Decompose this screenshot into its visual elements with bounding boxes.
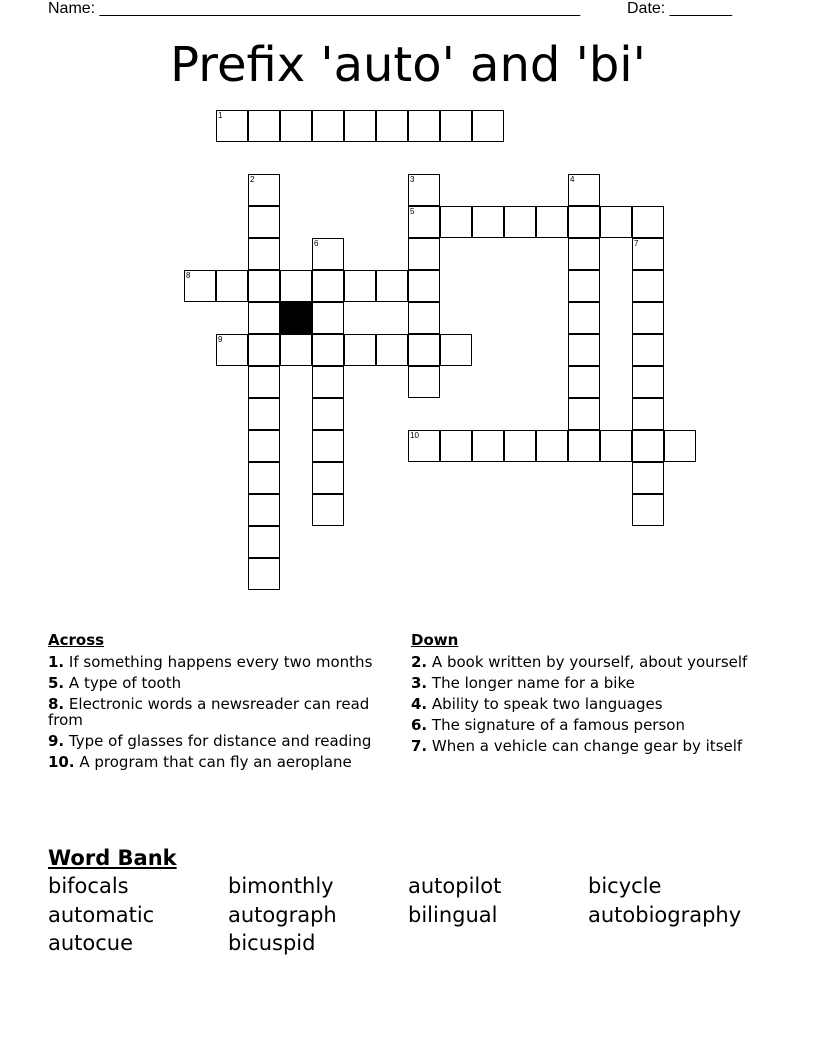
- down-heading: Down: [411, 631, 459, 649]
- grid-cell[interactable]: [344, 110, 376, 142]
- clue-number: 2.: [411, 653, 428, 671]
- clue: [48, 754, 388, 770]
- grid-cell[interactable]: [312, 334, 344, 366]
- clue-text: A type of tooth: [68, 674, 182, 692]
- grid-cell[interactable]: [504, 430, 536, 462]
- grid-cell[interactable]: [248, 366, 280, 398]
- clue: [48, 654, 388, 670]
- across-heading: Across: [48, 631, 105, 649]
- grid-cell[interactable]: [632, 238, 664, 270]
- grid-cell[interactable]: [440, 334, 472, 366]
- word-bank-word: automatic: [48, 903, 155, 927]
- clue-number: 6.: [411, 716, 428, 734]
- grid-cell[interactable]: [472, 430, 504, 462]
- grid-cell[interactable]: [568, 174, 600, 206]
- grid-cell[interactable]: [664, 430, 696, 462]
- clue-number: 7.: [411, 737, 428, 755]
- grid-cell[interactable]: [440, 430, 472, 462]
- grid-cell[interactable]: [440, 206, 472, 238]
- grid-cell[interactable]: [248, 174, 280, 206]
- grid-cell[interactable]: [632, 398, 664, 430]
- grid-cell[interactable]: [408, 366, 440, 398]
- grid-cell[interactable]: [344, 334, 376, 366]
- grid-cell[interactable]: [408, 174, 440, 206]
- clue-number: 5.: [48, 674, 65, 692]
- grid-cell[interactable]: [632, 462, 664, 494]
- grid-cell[interactable]: [376, 334, 408, 366]
- grid-cell[interactable]: [536, 206, 568, 238]
- grid-cell[interactable]: [376, 270, 408, 302]
- grid-cell[interactable]: [408, 238, 440, 270]
- grid-cell[interactable]: [600, 430, 632, 462]
- grid-cell[interactable]: [568, 430, 600, 462]
- grid-cell[interactable]: [408, 110, 440, 142]
- grid-cell[interactable]: [600, 206, 632, 238]
- grid-cell[interactable]: [536, 430, 568, 462]
- name-label: Name:: [48, 0, 96, 17]
- word-bank-word: autobiography: [588, 903, 742, 927]
- grid-cell[interactable]: [280, 110, 312, 142]
- word-bank-word: bicuspid: [228, 931, 316, 955]
- grid-cell[interactable]: [632, 270, 664, 302]
- grid-cell[interactable]: [632, 430, 664, 462]
- grid-cell[interactable]: [248, 462, 280, 494]
- cell-number: 9: [218, 335, 223, 344]
- word-bank-word: bicycle: [588, 874, 662, 898]
- clue: [48, 696, 388, 728]
- word-bank-word: autopilot: [408, 874, 502, 898]
- grid-cell[interactable]: [312, 302, 344, 334]
- grid-cell[interactable]: [312, 110, 344, 142]
- name-blank: ______________________________________________________: [99, 0, 581, 17]
- date-blank: _______: [669, 0, 732, 17]
- clue-text: If something happens every two months: [68, 653, 373, 671]
- cell-number: 5: [410, 207, 415, 216]
- across-clue-list: [48, 654, 388, 770]
- grid-cell[interactable]: [312, 238, 344, 270]
- clue: [411, 696, 751, 712]
- cell-number: 4: [570, 175, 575, 184]
- grid-cell[interactable]: [312, 366, 344, 398]
- grid-cell[interactable]: [248, 558, 280, 590]
- clue-text: The signature of a famous person: [431, 716, 685, 734]
- grid-cell[interactable]: [408, 302, 440, 334]
- grid-cell[interactable]: [568, 302, 600, 334]
- grid-cell[interactable]: [504, 206, 536, 238]
- grid-cell[interactable]: [376, 110, 408, 142]
- grid-cell[interactable]: [632, 302, 664, 334]
- cell-number: 2: [250, 175, 255, 184]
- grid-cell[interactable]: [408, 334, 440, 366]
- grid-cell[interactable]: [280, 334, 312, 366]
- grid-cell[interactable]: [408, 206, 440, 238]
- grid-cell[interactable]: [472, 206, 504, 238]
- grid-cell[interactable]: [248, 430, 280, 462]
- grid-cell[interactable]: [632, 366, 664, 398]
- grid-cell[interactable]: [344, 270, 376, 302]
- grid-cell[interactable]: [472, 110, 504, 142]
- grid-cell[interactable]: [632, 494, 664, 526]
- cell-number: 6: [314, 239, 319, 248]
- cell-number: 7: [634, 239, 639, 248]
- clue-text: Type of glasses for distance and reading: [68, 732, 372, 750]
- cell-number: 3: [410, 175, 415, 184]
- across-clues: [48, 631, 388, 770]
- clue-text: The longer name for a bike: [431, 674, 635, 692]
- word-bank-word: autocue: [48, 931, 134, 955]
- grid-cell[interactable]: [568, 206, 600, 238]
- clue-number: 4.: [411, 695, 428, 713]
- grid-cell[interactable]: [312, 398, 344, 430]
- clue: [411, 738, 751, 754]
- grid-cell[interactable]: [632, 334, 664, 366]
- grid-cell[interactable]: [312, 494, 344, 526]
- word-bank-word: bifocals: [48, 874, 129, 898]
- word-bank-word: autograph: [228, 903, 337, 927]
- word-bank-word: bilingual: [408, 903, 498, 927]
- grid-cell[interactable]: [248, 494, 280, 526]
- grid-cell[interactable]: [408, 430, 440, 462]
- clue-text: Electronic words a newsreader can read from: [48, 695, 370, 729]
- grid-cell[interactable]: [568, 238, 600, 270]
- grid-cell[interactable]: [568, 334, 600, 366]
- clue-text: A program that can fly an aeroplane: [79, 753, 352, 771]
- clue-text: Ability to speak two languages: [431, 695, 663, 713]
- clue: [411, 717, 751, 733]
- grid-cell[interactable]: [568, 270, 600, 302]
- grid-cell[interactable]: [280, 270, 312, 302]
- clue-number: 9.: [48, 732, 65, 750]
- grid-cell[interactable]: [248, 206, 280, 238]
- word-bank-title: Word Bank: [48, 846, 177, 870]
- date-label: Date:: [627, 0, 666, 17]
- clue-number: 3.: [411, 674, 428, 692]
- grid-cell[interactable]: [216, 270, 248, 302]
- grid-cell[interactable]: [632, 206, 664, 238]
- grid-cell[interactable]: [216, 334, 248, 366]
- grid-cell[interactable]: [248, 398, 280, 430]
- grid-cell[interactable]: [248, 270, 280, 302]
- black-square: [280, 302, 312, 334]
- grid-cell[interactable]: [312, 430, 344, 462]
- grid-cell[interactable]: [312, 270, 344, 302]
- grid-cell[interactable]: [568, 366, 600, 398]
- grid-cell[interactable]: [248, 302, 280, 334]
- page-title: Prefix 'auto' and 'bi': [170, 37, 646, 93]
- clue-number: 10.: [48, 753, 75, 771]
- clue: [48, 675, 388, 691]
- clue-text: A book written by yourself, about yourself: [431, 653, 748, 671]
- cell-number: 10: [410, 431, 419, 440]
- grid-cell[interactable]: [568, 398, 600, 430]
- clue: [411, 675, 751, 691]
- grid-cell[interactable]: [248, 526, 280, 558]
- cell-number: 8: [186, 271, 191, 280]
- clue: [411, 654, 751, 670]
- grid-cell[interactable]: [440, 110, 472, 142]
- grid-cell[interactable]: [248, 110, 280, 142]
- grid-cell[interactable]: [216, 110, 248, 142]
- down-clues: [411, 631, 751, 754]
- grid-cell[interactable]: [248, 238, 280, 270]
- grid-cell[interactable]: [408, 270, 440, 302]
- clue-number: 1.: [48, 653, 65, 671]
- grid-cell[interactable]: [312, 462, 344, 494]
- grid-cell[interactable]: [248, 334, 280, 366]
- grid-cell[interactable]: [184, 270, 216, 302]
- clue-text: When a vehicle can change gear by itself: [431, 737, 743, 755]
- cell-number: 1: [218, 111, 223, 120]
- word-bank-word: bimonthly: [228, 874, 334, 898]
- clue: [48, 733, 388, 749]
- down-clue-list: [411, 654, 751, 754]
- clue-number: 8.: [48, 695, 65, 713]
